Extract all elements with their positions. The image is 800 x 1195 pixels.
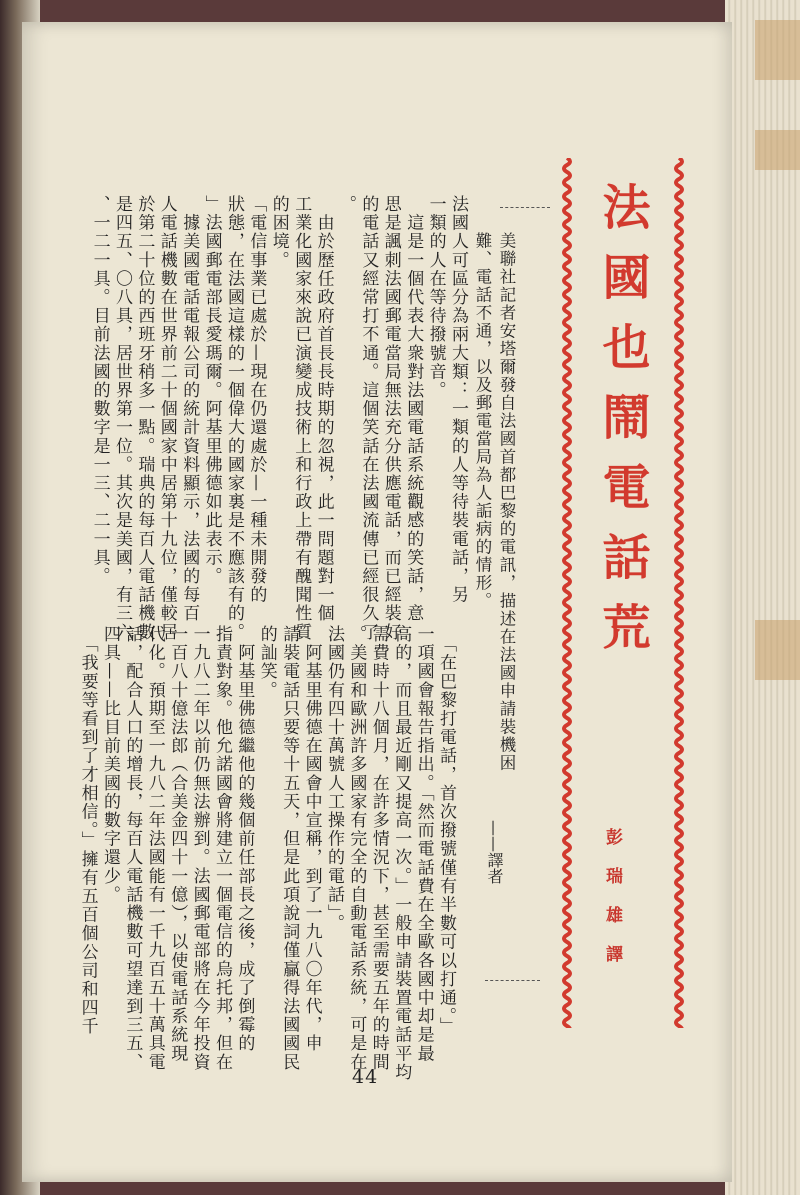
text-column: 話，配合人口的增長，每百人電話機數可望達到三五、: [122, 625, 143, 1072]
text-column: 的訕笑。: [256, 625, 277, 700]
text-column: 一項國會報告指出。「然而電話費在全歐各國中却是最: [413, 625, 434, 1063]
text-column: 「電信事業已處於—現在仍還處於—一種未開發的: [246, 195, 267, 605]
text-column: 法國人可區分為兩大類：一類的人等待裝電話，另: [448, 195, 468, 605]
text-column: 一百八十億法郎（合美金四十一億），以使電話系統現: [167, 625, 188, 1063]
text-column: 人電話機數在世界前二十個國家中居第十九位，僅較居: [156, 195, 177, 642]
text-column: 四具——比目前美國的數字還少。: [100, 625, 120, 904]
text-column: 思是諷刺法國郵電當局無法充分供應電話，而已經裝好: [380, 195, 401, 642]
page-number: 44: [352, 1066, 379, 1088]
text-column: 、一二一具。目前法國的數字是一三、二一具。: [89, 195, 110, 586]
translator-credit: 彭瑞雄譯: [602, 828, 622, 984]
text-column: 需費時十八個月，在許多情況下，甚至需要五年的時間: [368, 625, 389, 1072]
text-column: 於第二十位的西班牙稍多一點。瑞典的每百人電話機數: [134, 195, 155, 642]
text-column: 阿基里佛德在國會中宣稱，到了一九八〇年代，申: [301, 625, 322, 1053]
text-column: 指責對象。他允諾國會將建立一個電信的烏托邦，但在: [212, 625, 232, 1072]
text-column: 「我要等看到了才相信。」擁有五百個公司和四千: [77, 625, 98, 1036]
text-column: 代化。預期至一九八二年法國能有一千九百五十萬具電: [144, 625, 165, 1072]
text-column: 。美國和歐洲許多國家有完全的自動電話系統，可是在: [346, 625, 367, 1072]
text-column: 高的，而且最近剛又提高一次。」一般申請裝置電話平均: [391, 625, 412, 1082]
subtitle-rule-top: [500, 207, 550, 209]
text-column: 的困境。: [268, 195, 289, 270]
text-column: 是四五、〇八具，居世界第一位。其次是美國，有三六: [112, 195, 132, 642]
article-subtitle: 美聯社記者安塔爾發自法國首都巴黎的電訊，描述在法國申請裝機困難、電話不通，以及郵電當局為人詬病的情形。: [473, 232, 516, 772]
text-column: 法國仍有四十萬號人工操作的電話」。: [324, 625, 344, 933]
text-column: 請裝電話只要等十五天，但是此項說詞僅贏得法國國民: [279, 625, 300, 1072]
text-column: 。: [336, 195, 356, 214]
text-column: 工業化國家來說已演變成技術上和行政上帶有醜聞性質: [291, 195, 312, 642]
text-column: 狀態，在法國這樣的一個偉大的國家裏是不應該有的。: [224, 195, 244, 642]
text-column: 阿基里佛德繼他的幾個前任部長之後，成了倒霉的: [234, 625, 255, 1053]
text-column: 」法國郵電部長愛瑪爾。阿基里佛德如此表示。: [201, 195, 222, 586]
subtitle-rule-bottom: [485, 980, 540, 982]
text-column: 一九八二年以前仍無法辦到。法國郵電部將在今年投資: [189, 625, 210, 1072]
subtitle-translator-note: ——譯者: [485, 820, 504, 884]
right-wave-border: [672, 158, 686, 1028]
text-column: 據美國電話電報公司的統計資料顯示，法國的每百: [179, 195, 200, 623]
article-title: 法國也鬧電話荒: [594, 182, 650, 672]
text-column: 的電話又經常打不通。這個笑話在法國流傳已經很久了: [358, 195, 379, 642]
text-column: 由於歷任政府首長長時期的忽視，此一問題對一個: [313, 195, 334, 623]
left-wave-border: [560, 158, 574, 1028]
page-edges: [725, 0, 800, 1195]
text-column: 「在巴黎打電話，首次撥號僅有半數可以打通。」: [436, 625, 456, 1036]
text-column: 一類的人在等待撥號音。: [425, 195, 446, 400]
text-column: 這是一個代表大衆對法國電話系統觀感的笑話，意: [403, 195, 424, 623]
